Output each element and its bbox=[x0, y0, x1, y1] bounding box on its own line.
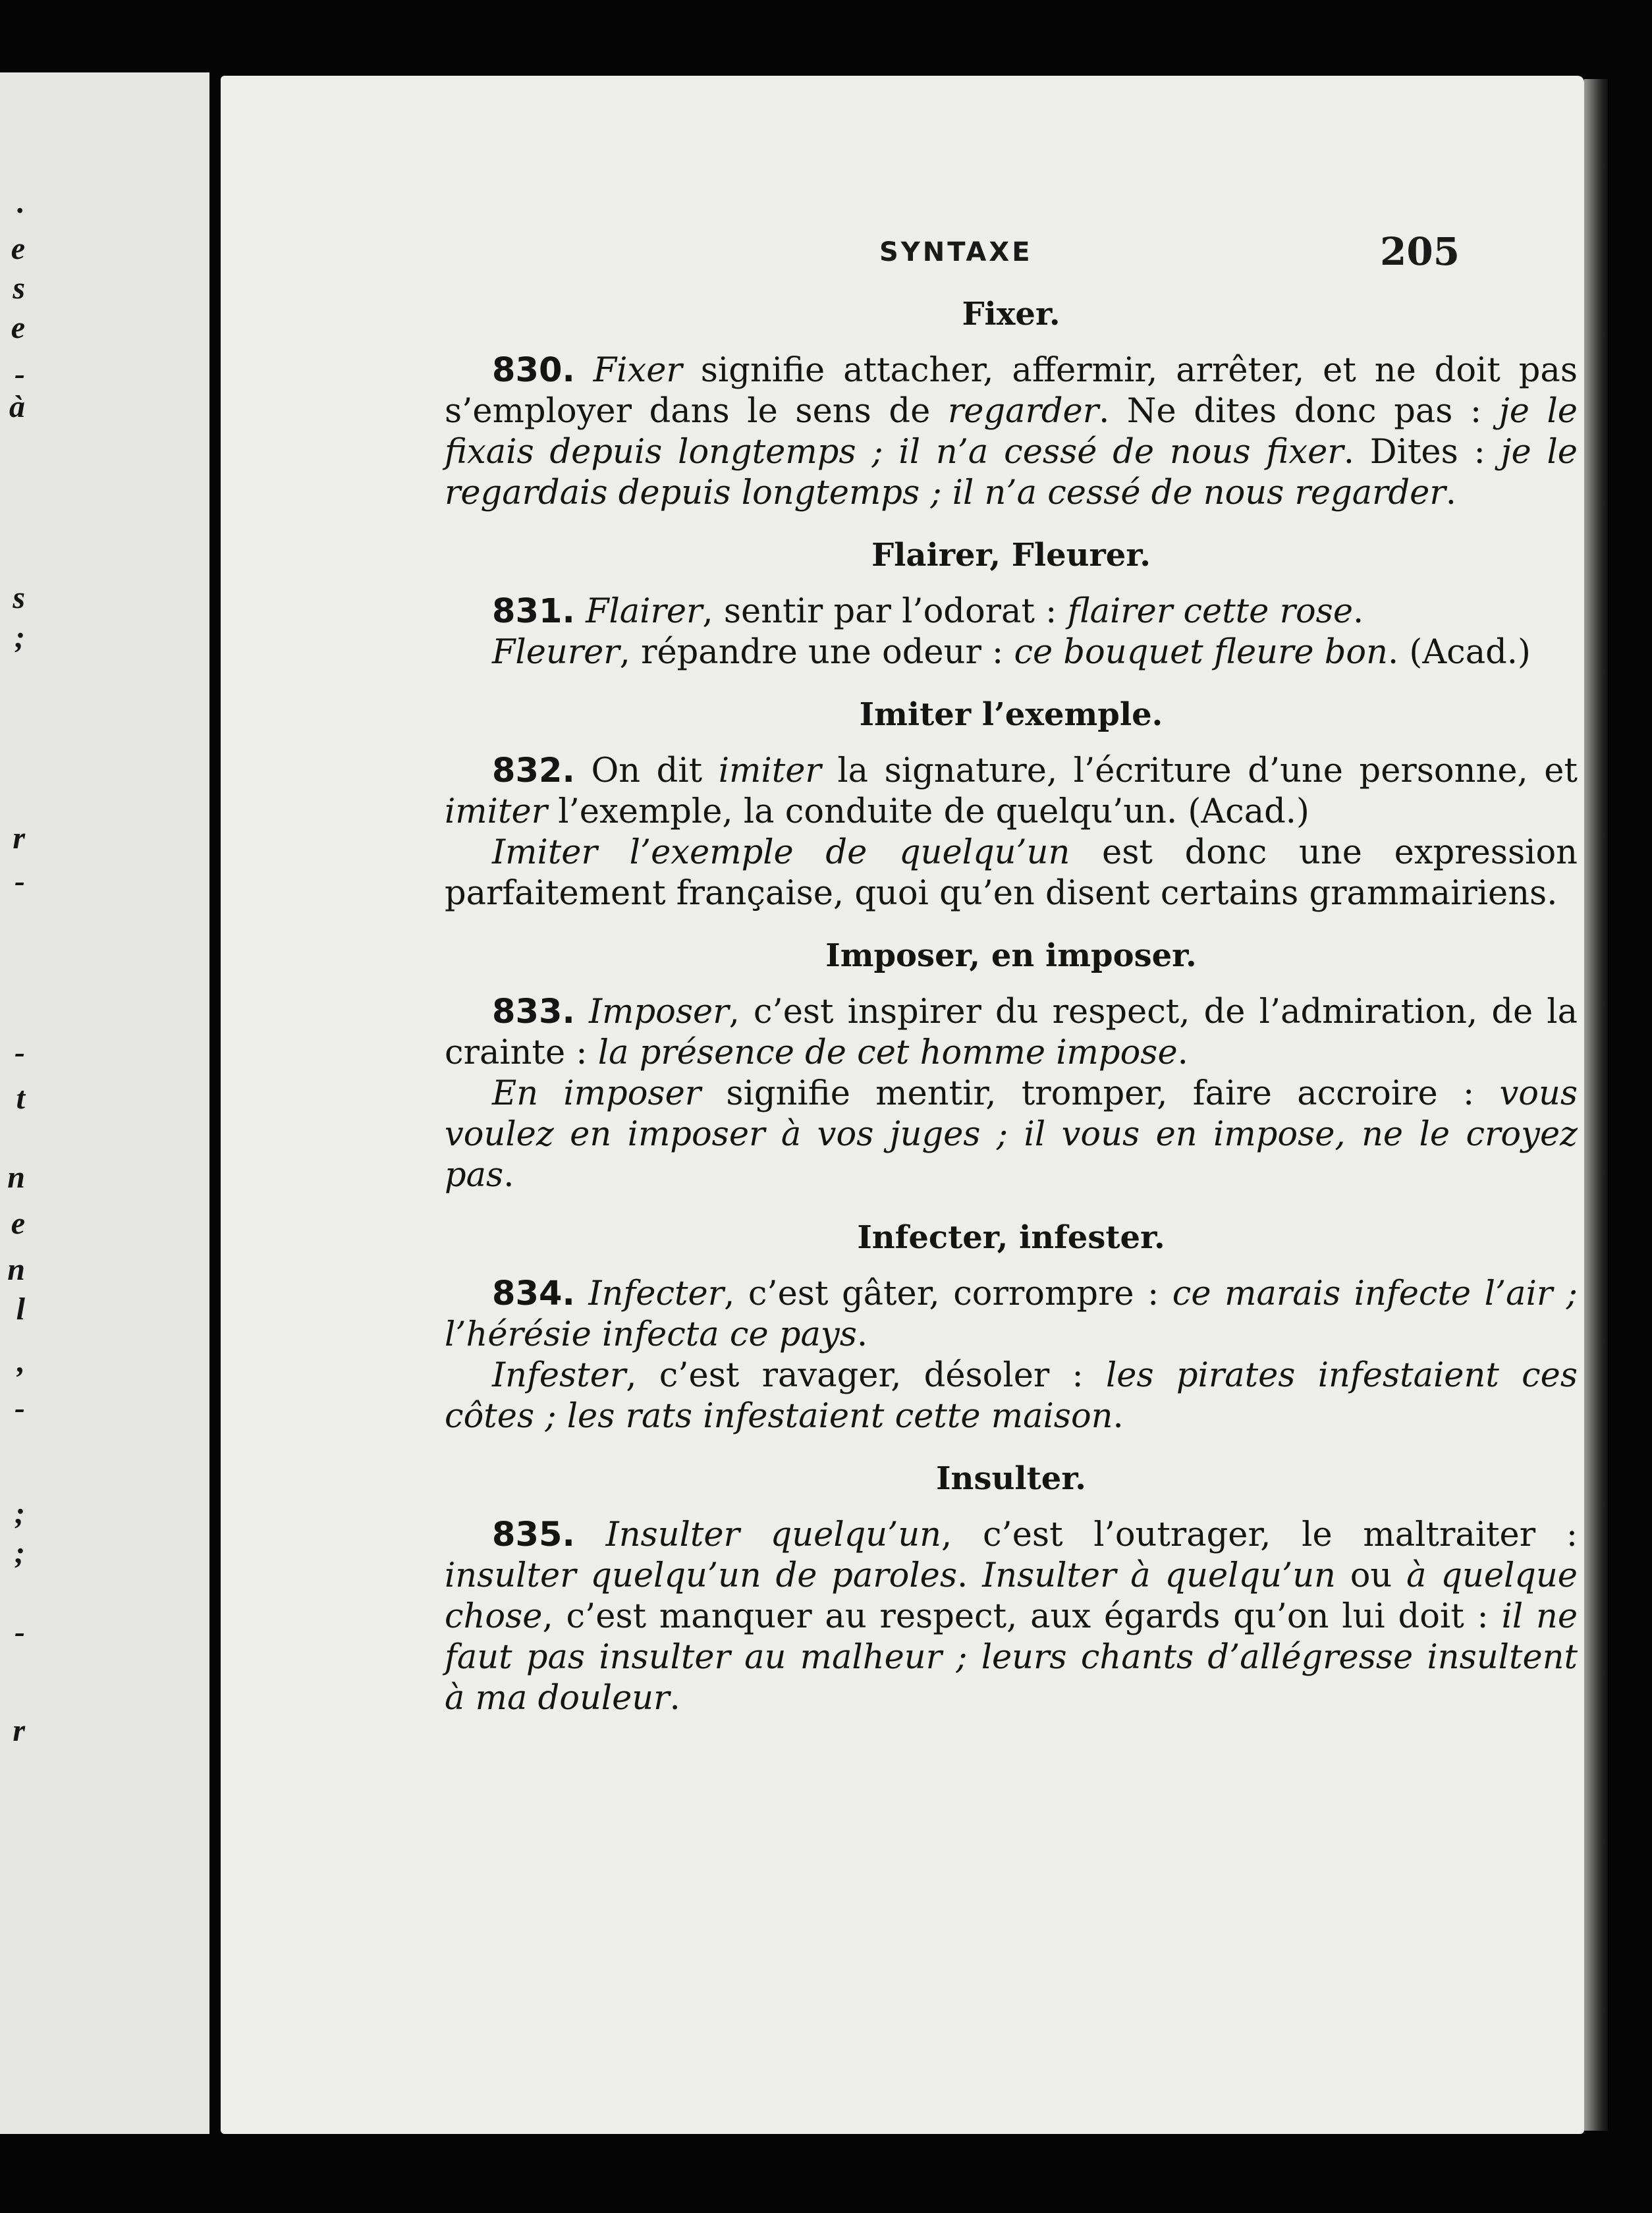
adjacent-page-text-fragments bbox=[0, 72, 209, 2134]
entry-paragraph bbox=[445, 591, 1578, 632]
entry-heading: Fixer. bbox=[962, 296, 1060, 333]
entry-paragraph bbox=[445, 751, 1578, 833]
italic-run: imiter bbox=[718, 751, 821, 790]
margin-fragment: s bbox=[13, 271, 25, 306]
text-run: ou bbox=[1335, 1556, 1407, 1595]
entry-heading: Imposer, en imposer. bbox=[825, 937, 1197, 974]
entry-text bbox=[445, 350, 1578, 514]
italic-run: ce bouquet fleure bon bbox=[1014, 633, 1388, 672]
italic-run: Flairer bbox=[586, 592, 703, 631]
text-run: . Dites : bbox=[1343, 433, 1501, 472]
entry-number: 833. bbox=[492, 993, 575, 1031]
text-run: . bbox=[957, 1556, 983, 1595]
italic-run: la présence de cet homme impose bbox=[597, 1033, 1178, 1072]
entry-heading: Infecter, infester. bbox=[857, 1219, 1165, 1256]
text-run: signifie mentir, tromper, faire accroire : bbox=[701, 1074, 1500, 1113]
entry-number: 832. bbox=[492, 751, 575, 790]
text-run: . (Acad.) bbox=[1388, 633, 1531, 672]
entry-heading: Insulter. bbox=[936, 1460, 1086, 1497]
margin-fragment: - bbox=[14, 1390, 25, 1425]
italic-run: ce marais infecte l’air ; l’hérésie infecta ce pays bbox=[445, 1274, 1578, 1354]
entry-number: 834. bbox=[492, 1274, 575, 1313]
text-run: . bbox=[669, 1679, 680, 1718]
entry-paragraph bbox=[445, 350, 1578, 514]
text-run: , sentir par l’odorat : bbox=[702, 592, 1068, 631]
italic-run: je le fixais depuis longtemps ; il n’a cessé de nous fixer bbox=[445, 392, 1578, 472]
italic-run: je le regardais depuis longtemps ; il n’a cessé de nous regarder bbox=[445, 433, 1578, 512]
entry-text bbox=[445, 1515, 1578, 1719]
book-page bbox=[221, 76, 1584, 2134]
margin-fragment: n bbox=[7, 1252, 25, 1287]
margin-fragment: e bbox=[11, 310, 25, 345]
entry-paragraph bbox=[445, 1274, 1578, 1355]
entry-paragraph bbox=[445, 992, 1578, 1074]
italic-run: vous voulez en imposer à vos juges ; il vous en impose, ne le croyez pas bbox=[445, 1074, 1578, 1195]
margin-fragment: t bbox=[16, 1081, 25, 1116]
text-run: la signature, l’écriture d’une personne, et bbox=[821, 751, 1578, 790]
margin-fragment: - bbox=[14, 863, 25, 898]
margin-fragment: l bbox=[16, 1292, 25, 1326]
italic-run: Infester bbox=[492, 1356, 626, 1395]
margin-fragment: - bbox=[14, 1614, 25, 1649]
margin-fragment: ; bbox=[14, 1496, 25, 1531]
text-run: , répandre une odeur : bbox=[619, 633, 1014, 672]
page-header bbox=[221, 229, 1584, 290]
italic-run: flairer cette rose bbox=[1067, 592, 1354, 631]
italic-run: regarder bbox=[947, 392, 1099, 431]
entry-heading: Imiter l’exemple. bbox=[859, 696, 1163, 733]
text-run: , c’est gâter, corrompre : bbox=[724, 1274, 1172, 1313]
entry-heading: Flairer, Fleurer. bbox=[871, 537, 1151, 574]
entry-number: 835. bbox=[492, 1516, 575, 1554]
margin-fragment: n bbox=[7, 1160, 25, 1195]
margin-fragment: ; bbox=[14, 620, 25, 655]
italic-run: Infecter bbox=[588, 1274, 725, 1313]
text-run: signifie attacher, affermir, arrêter, et ne doit pas s’employer dans le sens de bbox=[445, 351, 1578, 431]
margin-fragment: , bbox=[17, 1344, 25, 1379]
running-head: SYNTAXE bbox=[879, 237, 1033, 267]
italic-run: Insulter à quelqu’un bbox=[982, 1556, 1336, 1595]
margin-fragment: e bbox=[11, 231, 25, 266]
entry-text bbox=[445, 751, 1578, 914]
italic-run: Imposer bbox=[588, 993, 729, 1031]
text-run: est donc une expression parfaitement française, quoi qu’en disent certains grammairiens. bbox=[445, 833, 1578, 913]
entry-number: 830. bbox=[492, 351, 575, 390]
entry-paragraph bbox=[445, 632, 1578, 673]
entry-text bbox=[445, 591, 1578, 673]
italic-run: En imposer bbox=[492, 1074, 702, 1113]
entry-paragraph bbox=[445, 833, 1578, 914]
text-run: . bbox=[1113, 1397, 1124, 1436]
page-number: 205 bbox=[1380, 229, 1460, 274]
text-run: , c’est l’outrager, le maltraiter : bbox=[941, 1516, 1578, 1554]
page-body bbox=[445, 283, 1578, 1737]
italic-run: Imiter l’exemple de quelqu’un bbox=[492, 833, 1070, 872]
margin-fragment: e bbox=[11, 1206, 25, 1241]
margin-fragment: - bbox=[14, 356, 25, 391]
italic-run: insulter quelqu’un de paroles bbox=[445, 1556, 958, 1595]
margin-fragment: r bbox=[13, 1713, 25, 1748]
entry-paragraph bbox=[445, 1515, 1578, 1719]
adjacent-page bbox=[0, 72, 209, 2134]
text-run: , c’est manquer au respect, aux égards qu’on lui doit : bbox=[542, 1597, 1502, 1636]
margin-fragment: . bbox=[17, 185, 25, 220]
margin-fragment: s bbox=[13, 580, 25, 615]
margin-fragment: ; bbox=[14, 1535, 25, 1570]
text-run: , c’est ravager, désoler : bbox=[626, 1356, 1106, 1395]
italic-run: Fixer bbox=[593, 351, 682, 390]
margin-fragment: à bbox=[9, 389, 25, 424]
entry-paragraph bbox=[445, 1074, 1578, 1196]
italic-run: à quelque chose bbox=[445, 1556, 1578, 1636]
text-run: On dit bbox=[591, 751, 719, 790]
entry-text bbox=[445, 992, 1578, 1196]
margin-fragment: - bbox=[14, 1035, 25, 1070]
entry-paragraph bbox=[445, 1355, 1578, 1437]
text-run: . bbox=[856, 1315, 868, 1354]
italic-run: les pirates infestaient ces côtes ; les rats infestaient cette maison bbox=[445, 1356, 1578, 1436]
text-run: , c’est inspirer du respect, de l’admiration, de la crainte : bbox=[445, 993, 1578, 1072]
italic-run: il ne faut pas insulter au malheur ; leurs chants d’allégresse insultent à ma douleur bbox=[445, 1597, 1578, 1718]
italic-run: imiter bbox=[445, 792, 548, 831]
text-run: . bbox=[1177, 1033, 1188, 1072]
italic-run: Fleurer bbox=[492, 633, 620, 672]
text-run: l’exemple, la conduite de quelqu’un. (Acad.) bbox=[547, 792, 1309, 831]
text-run: . Ne dites donc pas : bbox=[1099, 392, 1499, 431]
italic-run: Insulter quelqu’un bbox=[605, 1516, 942, 1554]
page-edge bbox=[1584, 79, 1608, 2131]
margin-fragment: r bbox=[13, 821, 25, 856]
text-run: . bbox=[503, 1156, 514, 1195]
text-run: . bbox=[1353, 592, 1364, 631]
entry-text bbox=[445, 1274, 1578, 1437]
text-run: . bbox=[1445, 474, 1456, 512]
entry-number: 831. bbox=[492, 592, 575, 631]
